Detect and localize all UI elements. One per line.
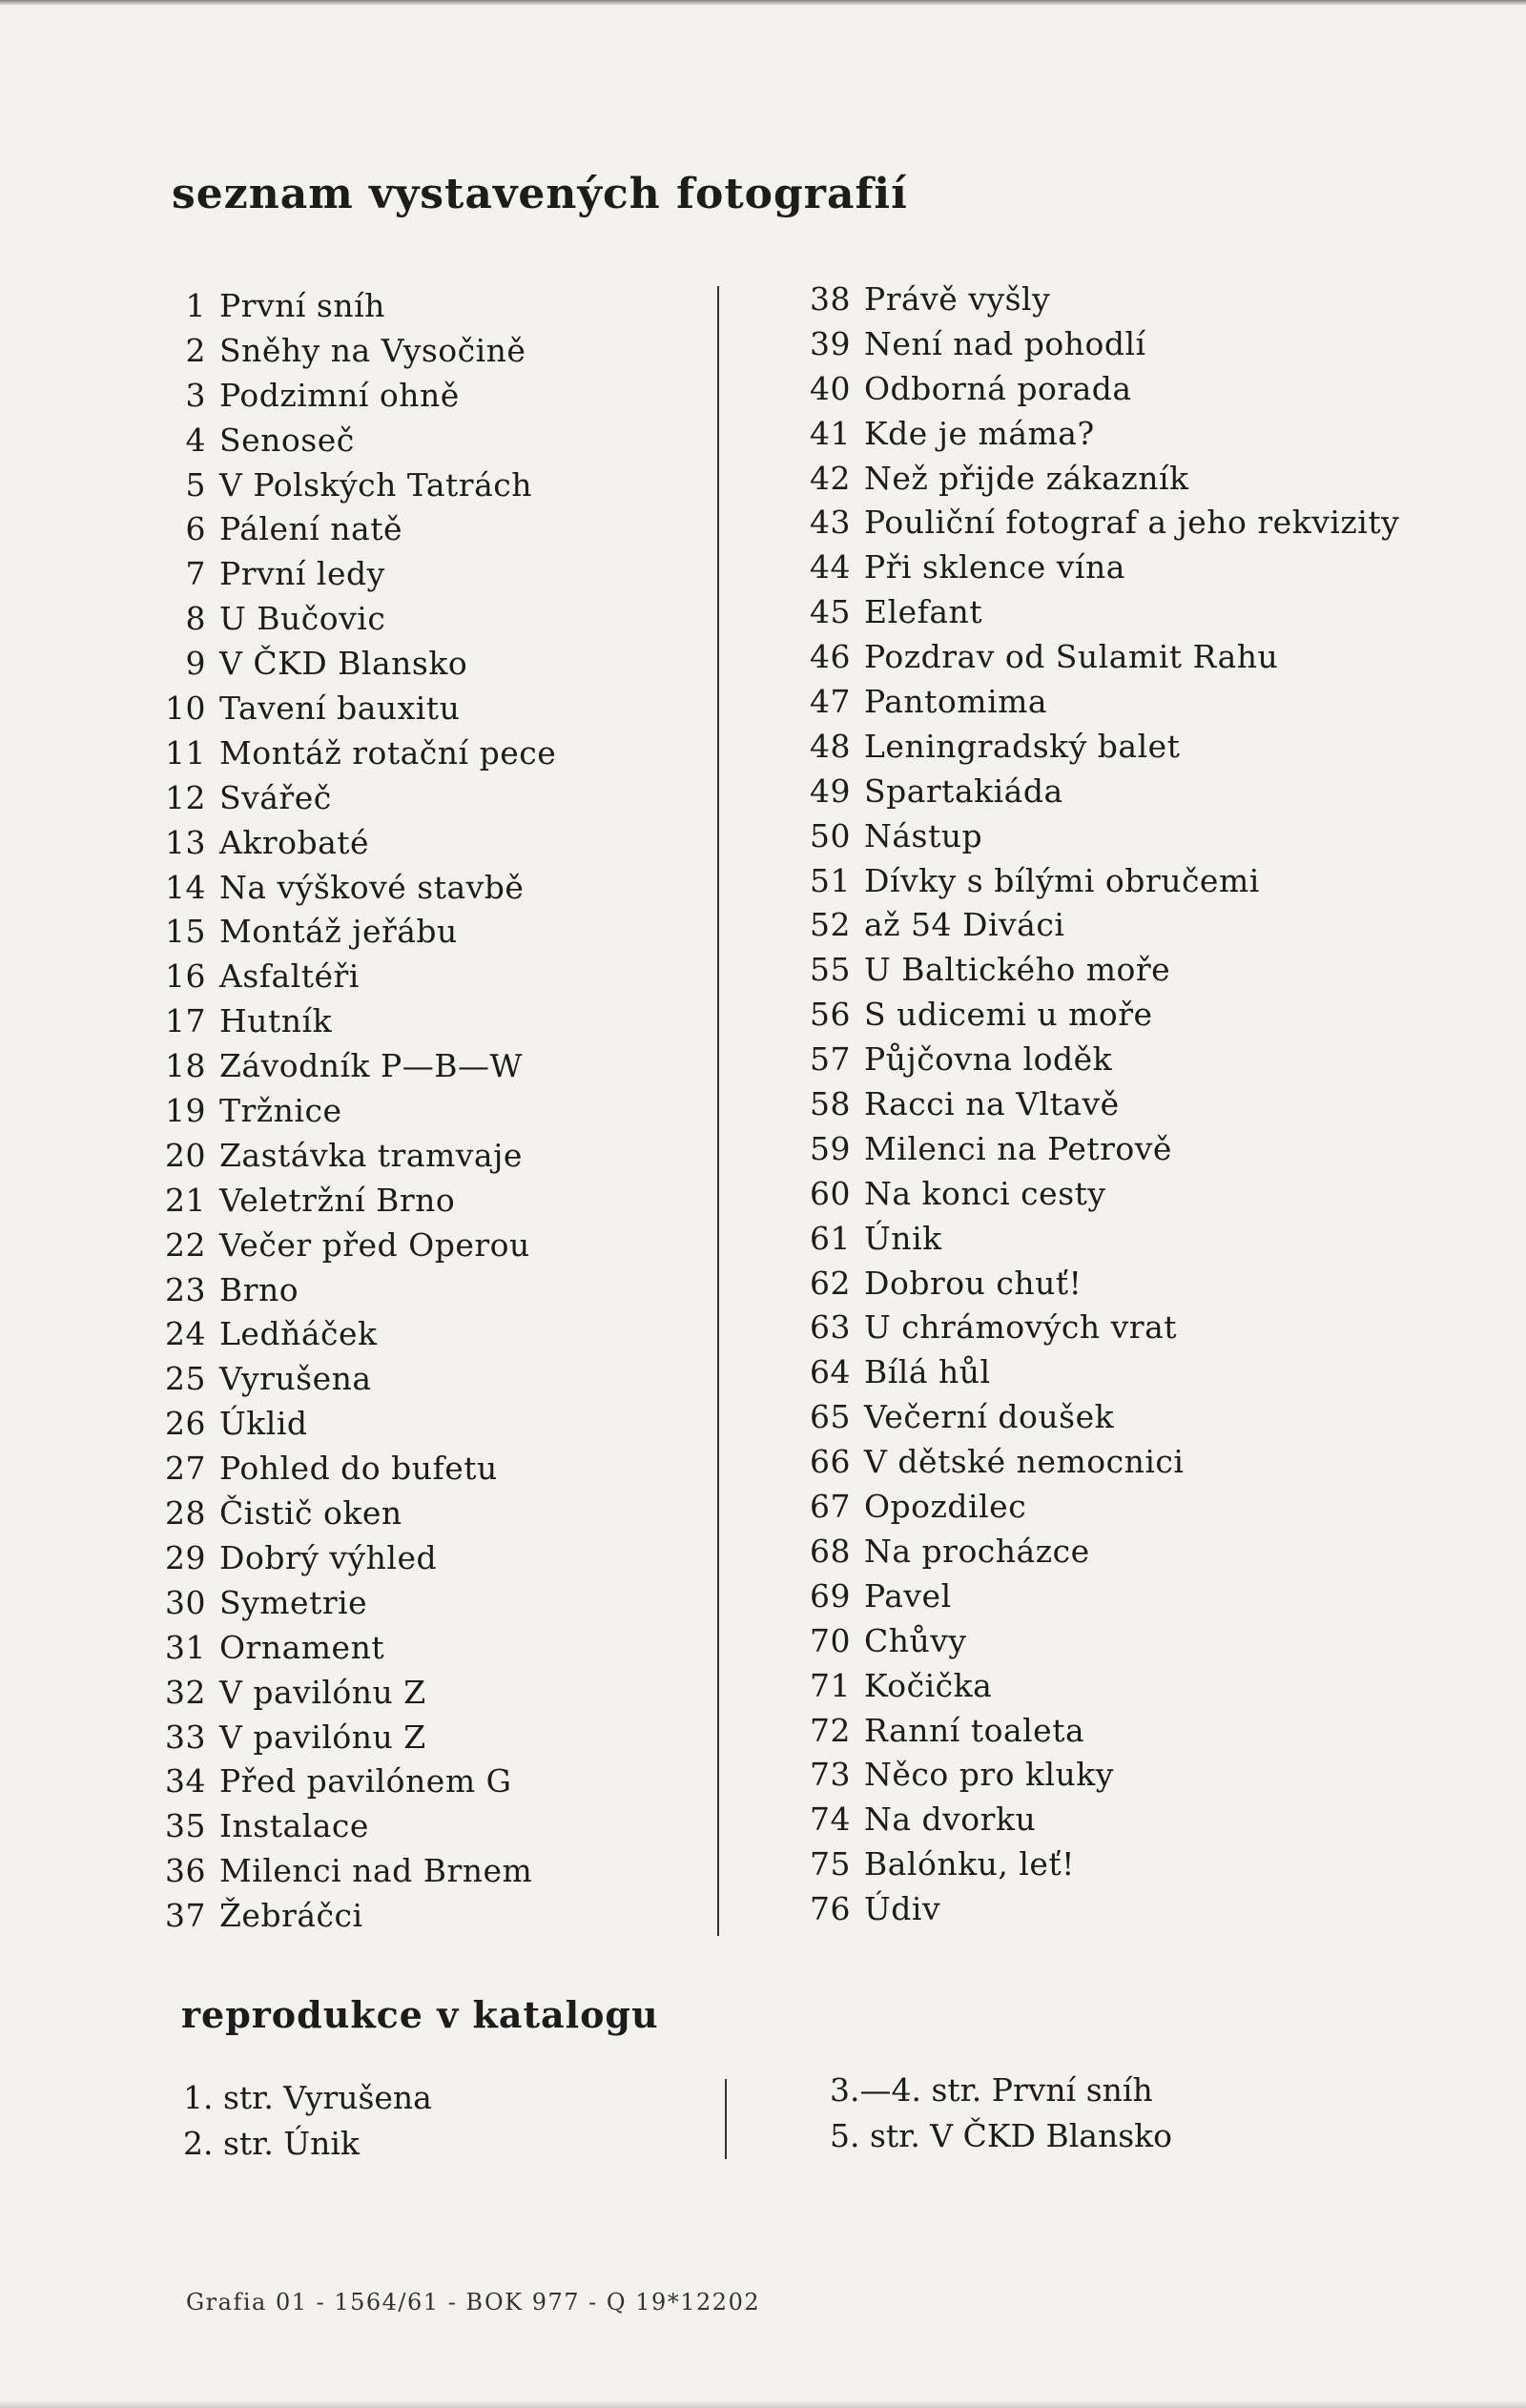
photo-title: Něco pro kluky [864,1756,1114,1794]
photo-number: 63 [810,1308,851,1347]
page-title: seznam vystavených fotografií [172,170,908,218]
photo-title: Kočička [864,1666,993,1704]
photo-number: 48 [810,727,851,765]
photo-number: 26 [165,1405,206,1443]
photo-title: Instalace [219,1807,369,1845]
photo-list-item [156,1536,556,1581]
photo-number: 60 [810,1174,851,1212]
photo-list-item [156,731,556,776]
photo-title: Svářeč [219,778,332,816]
reproductions-title: reprodukce v katalogu [181,1993,659,2036]
photo-number: 5 [185,465,206,504]
photo-number: 35 [165,1807,206,1845]
photo-title: Bílá hůl [864,1353,991,1391]
reproduction-item: 3.—4. str. První sníh [830,2071,1153,2109]
photo-number: 51 [810,861,851,899]
photo-number: 8 [185,600,206,638]
photo-number: 30 [165,1583,206,1621]
photo-list-item [801,859,1399,904]
photo-title: Kde je máma? [864,414,1095,452]
photo-list-item [156,1894,556,1939]
photo-title: Opozdilec [864,1488,1027,1526]
photo-list-item [801,1664,1399,1709]
photo-number: 68 [810,1532,851,1570]
photo-number: 13 [165,823,206,861]
photo-title: Hutník [219,1002,333,1040]
photo-list-item [801,903,1399,948]
photo-number: 46 [810,638,851,676]
photo-title: Asfaltéři [219,957,360,996]
photo-title: V ČKD Blansko [219,645,468,683]
photo-list-item [801,948,1399,993]
photo-title: Pohled do bufetu [219,1450,498,1488]
photo-title: Čistič oken [219,1494,402,1533]
photo-number: 6 [185,510,206,548]
photo-number: 37 [165,1897,206,1935]
photo-title: Milenci nad Brnem [219,1852,533,1890]
photo-number: 34 [165,1762,206,1801]
photo-number: 39 [810,324,851,362]
photo-title: Není nad pohodlí [864,324,1146,362]
photo-title: Spartakiáda [864,772,1063,810]
photo-list-item [156,821,556,866]
reproduction-item: 2. str. Únik [183,2125,360,2162]
photo-list-item [801,1082,1399,1127]
photo-title: Pouliční fotograf a jeho rekvizity [864,504,1400,542]
photo-number: 67 [810,1488,851,1526]
photo-list-item [801,1619,1399,1664]
photo-list-item [801,1038,1399,1082]
photo-list-item [801,1306,1399,1350]
photo-title: Na procházce [864,1532,1090,1570]
photo-list-item [156,1492,556,1536]
photo-number: 40 [810,369,851,407]
photo-number: 45 [810,593,851,631]
photo-list-item [156,1849,556,1894]
photo-title: Senoseč [219,421,355,459]
photo-number: 76 [810,1890,851,1928]
photo-number: 16 [165,957,206,996]
photo-list-left [156,284,556,1939]
photo-title: S udicemi u moře [864,996,1153,1034]
photo-number: 52 [810,906,851,944]
photo-number: 64 [810,1353,851,1391]
photo-title: až 54 Diváci [864,906,1065,944]
photo-list-item [156,463,556,508]
photo-number: 50 [810,816,851,854]
photo-number: 29 [165,1538,206,1576]
photo-number: 59 [810,1129,851,1167]
photo-number: 14 [165,868,206,906]
photo-title: Večerní doušek [864,1398,1115,1436]
photo-list-item [801,1530,1399,1574]
photo-list-item [156,955,556,999]
photo-list-item [801,725,1399,770]
photo-title: Tavení bauxitu [219,689,461,728]
photo-title: První ledy [219,555,385,593]
photo-title: Na konci cesty [864,1174,1106,1212]
photo-number: 19 [165,1092,206,1130]
photo-number: 44 [810,548,851,587]
photo-list-item [801,680,1399,725]
photo-title: V pavilónu Z [219,1673,426,1711]
reproductions-divider [725,2079,727,2159]
photo-number: 25 [165,1360,206,1398]
photo-title: Nástup [864,816,983,854]
photo-number: 66 [810,1443,851,1481]
photo-number: 12 [165,778,206,816]
photo-title: Odborná porada [864,369,1132,407]
photo-number: 61 [810,1219,851,1257]
photo-list-item [801,590,1399,635]
photo-number: 74 [810,1801,851,1839]
photo-list-item [801,1485,1399,1530]
photo-number: 27 [165,1450,206,1488]
photo-list-item [801,1842,1399,1887]
photo-list-item [156,866,556,911]
photo-title: Únik [864,1219,942,1257]
photo-title: Vyrušena [219,1360,372,1398]
photo-list-item [801,1574,1399,1619]
photo-list-item [156,910,556,955]
photo-number: 32 [165,1673,206,1711]
reproduction-item: 5. str. V ČKD Blansko [830,2117,1173,2154]
photo-title: Ledňáček [219,1315,378,1353]
photo-list-item [156,284,556,329]
photo-list-item [801,1262,1399,1307]
photo-number: 2 [185,331,206,369]
photo-title: Úklid [219,1405,308,1443]
photo-list-item [801,1798,1399,1842]
photo-title: Večer před Operou [219,1225,530,1264]
photo-title: Veletržní Brno [219,1181,456,1219]
photo-number: 3 [185,376,206,414]
print-imprint: Grafia 01 - 1564/61 - BOK 977 - Q 19*12202 [186,2289,761,2315]
photo-number: 11 [165,733,206,772]
photo-list-item [801,1709,1399,1754]
photo-title: Na výškové stavbě [219,868,525,906]
photo-title: Balónku, leť! [864,1845,1075,1883]
photo-number: 69 [810,1576,851,1615]
photo-list-item [156,329,556,374]
photo-list-item [801,367,1399,412]
photo-list-item [156,419,556,463]
scan-bottom-edge [0,2400,1526,2408]
photo-list-item [801,501,1399,545]
photo-title: Ranní toaleta [864,1711,1085,1749]
photo-list-item [801,412,1399,457]
photo-list-item [156,1224,556,1268]
reproductions-list-right [830,2068,1172,2159]
photo-list-item [156,597,556,642]
photo-title: Elefant [864,593,983,631]
photo-title: Pantomima [864,683,1048,721]
photo-list-item [156,552,556,597]
photo-title: V pavilónu Z [219,1718,426,1756]
photo-title: Chůvy [864,1621,967,1659]
photo-title: Milenci na Petrově [864,1129,1172,1167]
photo-number: 31 [165,1628,206,1666]
photo-title: Brno [219,1270,299,1308]
photo-title: Na dvorku [864,1801,1037,1839]
photo-number: 58 [810,1085,851,1123]
photo-title: U Baltického moře [864,951,1171,989]
photo-title: Symetrie [219,1583,368,1621]
photo-title: Tržnice [219,1092,342,1130]
photo-list-item [156,374,556,419]
photo-list-item [156,1804,556,1849]
photo-list-item [156,1447,556,1492]
photo-list-item [156,999,556,1044]
photo-number: 43 [810,504,851,542]
photo-number: 33 [165,1718,206,1756]
photo-number: 15 [165,913,206,951]
photo-list-item [156,1716,556,1760]
photo-title: Sněhy na Vysočině [219,331,526,369]
photo-list-item [156,642,556,687]
photo-list-item [156,1044,556,1089]
photo-list-item [801,814,1399,859]
photo-title: Před pavilónem G [219,1762,512,1801]
photo-list-item [156,687,556,731]
photo-title: Při sklence vína [864,548,1125,587]
photo-number: 21 [165,1181,206,1219]
photo-number: 9 [185,645,206,683]
photo-list-item [801,1217,1399,1262]
photo-list-item [801,993,1399,1038]
photo-number: 47 [810,683,851,721]
photo-number: 56 [810,996,851,1034]
photo-list-item [156,1312,556,1357]
photo-number: 22 [165,1225,206,1264]
photo-number: 72 [810,1711,851,1749]
photo-number: 10 [165,689,206,728]
photo-number: 38 [810,280,851,318]
column-divider [717,286,719,1936]
photo-number: 23 [165,1270,206,1308]
photo-list-item [801,635,1399,680]
photo-title: Žebráčci [219,1897,363,1935]
photo-title: Zastávka tramvaje [219,1136,523,1174]
photo-number: 62 [810,1264,851,1302]
photo-list-item [801,1350,1399,1395]
photo-number: 4 [185,421,206,459]
photo-number: 24 [165,1315,206,1353]
photo-number: 36 [165,1852,206,1890]
photo-number: 1 [185,287,206,324]
photo-title: U Bučovic [219,600,386,638]
photo-list-item [156,1357,556,1402]
photo-number: 41 [810,414,851,452]
photo-number: 73 [810,1756,851,1794]
photo-title: Podzimní ohně [219,376,460,414]
photo-number: 18 [165,1047,206,1085]
photo-list-item [156,1134,556,1179]
photo-list-item [156,1760,556,1804]
photo-list-item [156,1179,556,1224]
photo-title: Montáž jeřábu [219,913,458,951]
photo-title: Závodník P—B—W [219,1047,523,1085]
photo-title: Dívky s bílými obručemi [864,861,1260,899]
reproductions-list-left [183,2075,432,2167]
photo-list-item [801,770,1399,814]
photo-number: 49 [810,772,851,810]
photo-list-item [156,1402,556,1447]
photo-list-item [801,1753,1399,1798]
photo-list-item [156,1268,556,1313]
photo-list-item [156,507,556,552]
photo-number: 70 [810,1621,851,1659]
photo-number: 28 [165,1494,206,1533]
photo-title: Právě vyšly [864,280,1051,318]
photo-title: Dobrou chuť! [864,1264,1083,1302]
photo-list-item [801,1395,1399,1440]
photo-number: 57 [810,1040,851,1079]
photo-title: Pálení natě [219,510,402,548]
photo-number: 75 [810,1845,851,1883]
photo-title: Pavel [864,1576,952,1615]
photo-list-item [156,1089,556,1134]
photo-list-item [801,322,1399,367]
scan-top-edge [0,0,1526,6]
photo-list-item [801,545,1399,590]
photo-title: Akrobaté [219,823,370,861]
photo-number: 17 [165,1002,206,1040]
photo-title: Pozdrav od Sulamit Rahu [864,638,1279,676]
photo-title: Dobrý výhled [219,1538,438,1576]
photo-list-right [801,278,1399,1932]
photo-number: 20 [165,1136,206,1174]
photo-title: Montáž rotační pece [219,733,557,772]
photo-title: První sníh [219,287,385,324]
photo-title: V dětské nemocnici [864,1443,1185,1481]
photo-title: Leningradský balet [864,727,1181,765]
photo-number: 42 [810,459,851,497]
photo-title: Racci na Vltavě [864,1085,1120,1123]
photo-title: Ornament [219,1628,385,1666]
photo-list-item [156,776,556,821]
photo-list-item [801,457,1399,502]
photo-title: V Polských Tatrách [219,465,532,504]
photo-list-item [156,1671,556,1716]
photo-list-item [801,1127,1399,1172]
photo-list-item [801,1440,1399,1485]
photo-number: 65 [810,1398,851,1436]
photo-list-item [156,1626,556,1671]
photo-title: Než přijde zákazník [864,459,1189,497]
photo-number: 7 [185,555,206,593]
reproduction-item: 1. str. Vyrušena [183,2079,432,2116]
photo-title: Údiv [864,1890,941,1928]
photo-number: 55 [810,951,851,989]
photo-number: 71 [810,1666,851,1704]
photo-list-item [801,1172,1399,1217]
photo-list-item [156,1581,556,1626]
photo-list-item [801,1887,1399,1932]
photo-title: U chrámových vrat [864,1308,1178,1347]
photo-title: Půjčovna loděk [864,1040,1113,1079]
photo-list-item [801,278,1399,322]
